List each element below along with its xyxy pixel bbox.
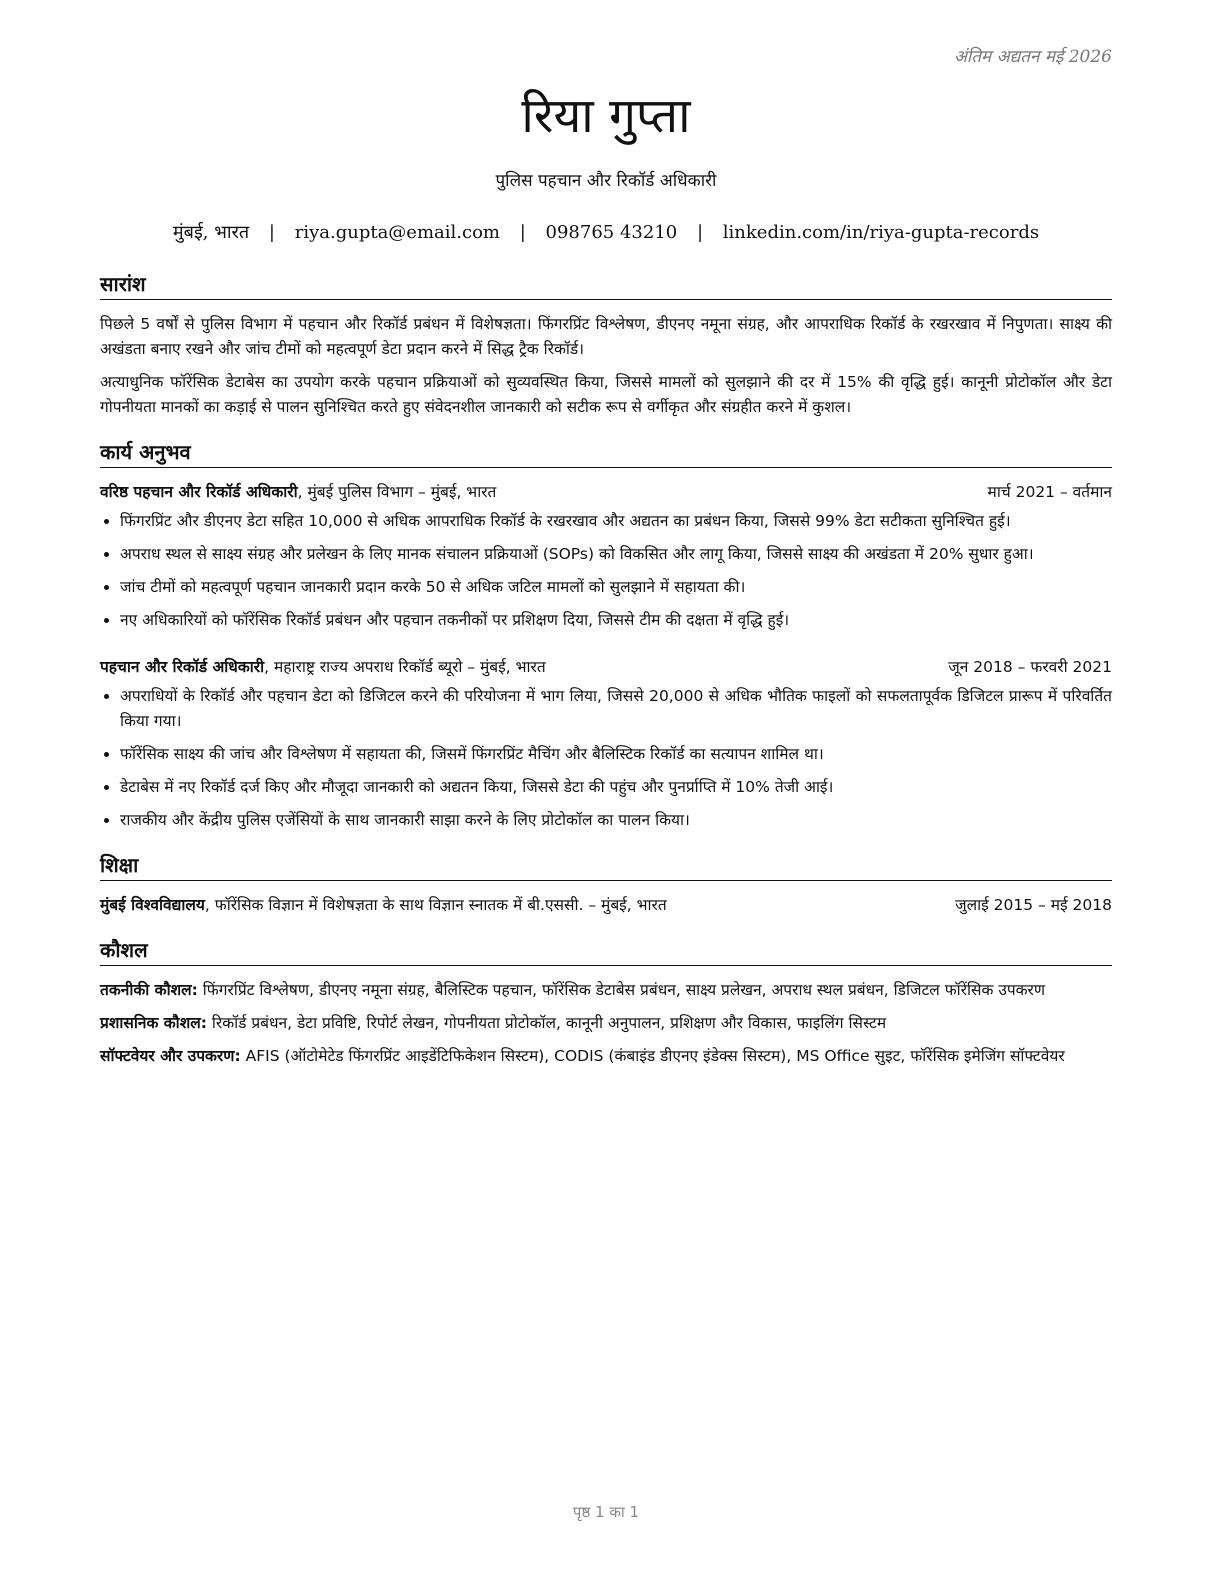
section-title-summary: सारांश xyxy=(100,270,1112,300)
job-header xyxy=(100,655,1112,680)
contact-linkedin[interactable]: linkedin.com/in/riya-gupta-records xyxy=(722,222,1040,243)
contact-location: मुंबई, भारत xyxy=(172,222,250,243)
contact-separator: | xyxy=(696,222,704,243)
job-header xyxy=(100,480,1112,505)
job-bullet: • जांच टीमों को महत्वपूर्ण पहचान जानकारी प्रदान करके 50 से अधिक जटिल मामलों को सुलझाने में सहायता की। xyxy=(120,575,1112,600)
job-bullet: • डेटाबेस में नए रिकॉर्ड दर्ज किए और मौजूदा जानकारी को अद्यतन किया, जिससे डेटा की पहुंच और पुनर्प्राप्ति में 10% तेजी आई। xyxy=(120,775,1112,800)
job-org: , मुंबई पुलिस विभाग – मुंबई, भारत xyxy=(297,483,497,501)
summary-paragraph: पिछले 5 वर्षों से पुलिस विभाग में पहचान और रिकॉर्ड प्रबंधन में विशेषज्ञता। फिंगरप्रिंट विश्लेषण, डीएनए नमूना संग्रह, और आपराधिक रिकॉर्ड के रखरखाव में निपुणता। साक्ष्य की अखंडता बनाए रखने और जांच टीमों को महत्वपूर्ण डेटा प्रदान करने में सिद्ध ट्रैक रिकॉर्ड। xyxy=(100,315,1112,358)
section-title-skills: कौशल xyxy=(100,936,1112,966)
job-bullet: • फिंगरप्रिंट और डीएनए डेटा सहित 10,000 से अधिक आपराधिक रिकॉर्ड के रखरखाव और अद्यतन का प्रबंधन किया, जिससे 99% डेटा सटीकता सुनिश्चित हुई। xyxy=(120,509,1112,534)
job-bullets xyxy=(100,684,1112,833)
job-bullet: • राजकीय और केंद्रीय पुलिस एजेंसियों के साथ जानकारी साझा करने के लिए प्रोटोकॉल का पालन किया। xyxy=(120,808,1112,833)
skill-label: प्रशासनिक कौशल: xyxy=(100,1014,207,1032)
skill-row xyxy=(100,1044,1112,1069)
job-bullet: • अपराधियों के रिकॉर्ड और पहचान डेटा को डिजिटल करने की परियोजना में भाग लिया, जिससे 20,000 से अधिक भौतिक फाइलों को सफलतापूर्वक डिजिटल प्रारूप में परिवर्तित किया गया। xyxy=(120,684,1112,734)
skill-value: फिंगरप्रिंट विश्लेषण, डीएनए नमूना संग्रह, बैलिस्टिक पहचान, फॉरेंसिक डेटाबेस प्रबंधन, साक्ष्य प्रलेखन, अपराध स्थल प्रबंधन, डिजिटल फॉरेंसिक उपकरण xyxy=(197,981,1046,999)
job-dates: जून 2018 – फरवरी 2021 xyxy=(948,658,1112,676)
skill-row xyxy=(100,1011,1112,1036)
resume-page xyxy=(100,0,1112,1584)
education-dates: जुलाई 2015 – मई 2018 xyxy=(955,896,1112,914)
contact-separator: | xyxy=(519,222,526,243)
education-school: मुंबई विश्वविद्यालय xyxy=(100,896,205,914)
contact-email[interactable]: riya.gupta@email.com xyxy=(294,222,500,243)
candidate-role: पुलिस पहचान और रिकॉर्ड अधिकारी xyxy=(495,171,717,191)
resume-content xyxy=(100,270,1112,1077)
job-org: , महाराष्ट्र राज्य अपराध रिकॉर्ड ब्यूरो – मुंबई, भारत xyxy=(264,658,546,676)
job-bullets xyxy=(100,509,1112,633)
job-role: वरिष्ठ पहचान और रिकॉर्ड अधिकारी xyxy=(100,483,298,501)
job-bullet: • नए अधिकारियों को फॉरेंसिक रिकॉर्ड प्रबंधन और पहचान तकनीकों पर प्रशिक्षण दिया, जिससे टीम की दक्षता में वृद्धि हुई। xyxy=(120,608,1112,633)
skill-value: AFIS (ऑटोमेटेड फिंगरप्रिंट आइडेंटिफिकेशन सिस्टम), CODIS (कंबाइंड डीएनए इंडेक्स सिस्टम), MS Office सुइट, फॉरेंसिक इमेजिंग सॉफ्टवेयर xyxy=(240,1047,1065,1065)
skill-label: सॉफ्टवेयर और उपकरण: xyxy=(100,1047,241,1065)
skill-value: रिकॉर्ड प्रबंधन, डेटा प्रविष्टि, रिपोर्ट लेखन, गोपनीयता प्रोटोकॉल, कानूनी अनुपालन, प्रशिक्षण और विकास, फाइलिंग सिस्टम xyxy=(206,1014,887,1032)
contact-line xyxy=(100,220,1112,244)
contact-separator: | xyxy=(268,222,275,243)
education-detail: , फॉरेंसिक विज्ञान में विशेषज्ञता के साथ विज्ञान स्नातक में बी.एससी. – मुंबई, भारत xyxy=(204,896,667,914)
job-bullet: • फॉरेंसिक साक्ष्य की जांच और विश्लेषण में सहायता की, जिसमें फिंगरप्रिंट मैचिंग और बैलिस्टिक रिकॉर्ड का सत्यापन शामिल था। xyxy=(120,742,1112,767)
summary-paragraph: अत्याधुनिक फॉरेंसिक डेटाबेस का उपयोग करके पहचान प्रक्रियाओं को सुव्यवस्थित किया, जिससे मामलों को सुलझाने की दर में 15% की वृद्धि हुई। कानूनी प्रोटोकॉल और डेटा गोपनीयता मानकों का कड़ाई से पालन सुनिश्चित करते हुए संवेदनशील जानकारी को सटीक रूप से वर्गीकृत और संग्रहीत करने में कुशल। xyxy=(100,373,1112,416)
last-updated: अंतिम अद्यतन मई 2026 xyxy=(953,47,1112,67)
section-title-education: शिक्षा xyxy=(100,851,1112,881)
contact-phone[interactable]: 098765 43210 xyxy=(545,222,678,243)
skill-label: तकनीकी कौशल: xyxy=(100,981,198,999)
job-bullet: • अपराध स्थल से साक्ष्य संग्रह और प्रलेखन के लिए मानक संचालन प्रक्रियाओं (SOPs) को विकसित और लागू किया, जिससे साक्ष्य की अखंडता में 20% सुधार हुआ। xyxy=(120,542,1112,567)
skill-row xyxy=(100,978,1112,1003)
page-number: पृष्ठ 1 का 1 xyxy=(572,1503,640,1521)
job-dates: मार्च 2021 – वर्तमान xyxy=(987,483,1112,501)
education-entry xyxy=(100,893,1112,918)
job-role: पहचान और रिकॉर्ड अधिकारी xyxy=(100,658,265,676)
section-title-experience: कार्य अनुभव xyxy=(100,438,1112,468)
candidate-name: रिया गुप्ता xyxy=(521,88,691,144)
